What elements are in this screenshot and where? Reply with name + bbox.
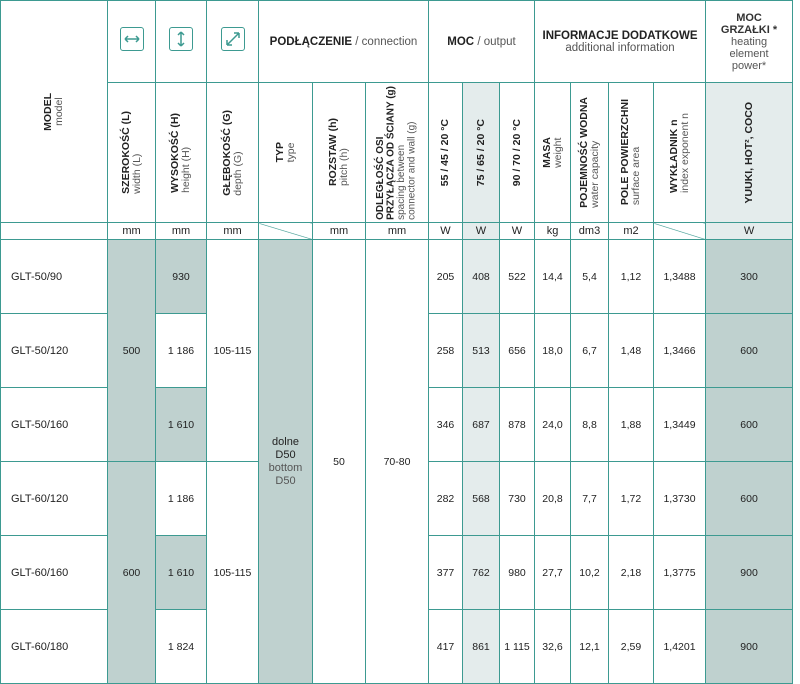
surface-cell: 2,59 (609, 610, 654, 684)
height-header: WYSOKOŚĆ (H) height (H) (156, 83, 207, 223)
power-55-cell: 205 (429, 240, 463, 314)
power-group-header: MOC / output (429, 1, 535, 83)
surface-unit: m2 (609, 223, 654, 240)
vertical-arrows-icon (169, 27, 193, 51)
horizontal-arrows-icon (120, 27, 144, 51)
model-cell: GLT-60/160 (1, 536, 108, 610)
mass-cell: 18,0 (535, 314, 571, 388)
pitch-cell: 50 (313, 240, 366, 684)
mass-cell: 32,6 (535, 610, 571, 684)
pitch-unit: mm (313, 223, 366, 240)
power-90-cell: 980 (500, 536, 535, 610)
water-cell: 8,8 (571, 388, 609, 462)
surface-header: POLE POWIERZCHNI surface area (609, 83, 654, 223)
spacing-unit: mm (366, 223, 429, 240)
heater-cell: 600 (706, 388, 793, 462)
height-cell: 930 (156, 240, 207, 314)
model-cell: GLT-50/120 (1, 314, 108, 388)
power-55-cell: 346 (429, 388, 463, 462)
width-unit: mm (108, 223, 156, 240)
model-cell: GLT-50/160 (1, 388, 108, 462)
heater-cell: 600 (706, 462, 793, 536)
heater-group-header: MOC GRZAŁKI * heating element power* (706, 1, 793, 83)
height-icon-cell (156, 1, 207, 83)
power-90-cell: 878 (500, 388, 535, 462)
height-cell: 1 610 (156, 388, 207, 462)
type-unit-diagonal (259, 223, 313, 240)
power-55-header: 55 / 45 / 20 °C (429, 83, 463, 223)
water-cell: 12,1 (571, 610, 609, 684)
depth-cell: 105-115 (207, 462, 259, 684)
exponent-cell: 1,3466 (654, 314, 706, 388)
exponent-cell: 1,3488 (654, 240, 706, 314)
mass-cell: 20,8 (535, 462, 571, 536)
mass-unit: kg (535, 223, 571, 240)
power-75-cell: 513 (463, 314, 500, 388)
depth-unit: mm (207, 223, 259, 240)
height-cell: 1 186 (156, 462, 207, 536)
heater-cell: 900 (706, 536, 793, 610)
exponent-header: WYKŁADNIK n index exponent n (654, 83, 706, 223)
power-90-unit: W (500, 223, 535, 240)
exponent-cell: 1,3775 (654, 536, 706, 610)
heater-cell: 600 (706, 314, 793, 388)
type-cell: dolne D50 bottom D50 (259, 240, 313, 684)
heater-unit: W (706, 223, 793, 240)
model-cell: GLT-60/120 (1, 462, 108, 536)
header-row-columns (1, 83, 793, 223)
power-90-header: 90 / 70 / 20 °C (500, 83, 535, 223)
power-55-cell: 258 (429, 314, 463, 388)
height-unit: mm (156, 223, 207, 240)
info-group-header: INFORMACJE DODATKOWE additional information (535, 1, 706, 83)
model-cell: GLT-50/90 (1, 240, 108, 314)
surface-cell: 1,72 (609, 462, 654, 536)
heater-cell: 900 (706, 610, 793, 684)
pitch-header: ROZSTAW (h) pitch (h) (313, 83, 366, 223)
connection-group-header: PODŁĄCZENIE / connection (259, 1, 429, 83)
model-header: MODEL model (1, 1, 108, 223)
water-cell: 5,4 (571, 240, 609, 314)
spacing-header: ODLEGŁOŚĆ OSI PRZYŁĄCZA OD ŚCIANY (g) spacing between connector and wall (g) (366, 83, 429, 223)
exponent-cell: 1,3449 (654, 388, 706, 462)
water-cell: 6,7 (571, 314, 609, 388)
units-row (1, 223, 793, 240)
power-55-cell: 417 (429, 610, 463, 684)
exponent-cell: 1,4201 (654, 610, 706, 684)
header-row-groups (1, 1, 793, 83)
power-55-cell: 377 (429, 536, 463, 610)
width-cell: 600 (108, 462, 156, 684)
height-cell: 1 186 (156, 314, 207, 388)
power-55-unit: W (429, 223, 463, 240)
mass-cell: 24,0 (535, 388, 571, 462)
heaters-header: YUUKI, HOT², COCO (706, 83, 793, 223)
water-cell: 10,2 (571, 536, 609, 610)
power-75-cell: 762 (463, 536, 500, 610)
height-cell: 1 610 (156, 536, 207, 610)
width-header: SZEROKOŚĆ (L) width (L) (108, 83, 156, 223)
model-cell: GLT-60/180 (1, 610, 108, 684)
power-75-cell: 861 (463, 610, 500, 684)
diagonal-arrows-icon (221, 27, 245, 51)
width-cell: 500 (108, 240, 156, 462)
power-75-cell: 408 (463, 240, 500, 314)
surface-cell: 1,88 (609, 388, 654, 462)
exponent-unit-diagonal (654, 223, 706, 240)
mass-header: MASA weight (535, 83, 571, 223)
water-cell: 7,7 (571, 462, 609, 536)
surface-cell: 1,12 (609, 240, 654, 314)
power-90-cell: 656 (500, 314, 535, 388)
depth-icon-cell (207, 1, 259, 83)
power-90-cell: 1 115 (500, 610, 535, 684)
exponent-cell: 1,3730 (654, 462, 706, 536)
width-icon-cell (108, 1, 156, 83)
type-header: TYP type (259, 83, 313, 223)
water-unit: dm3 (571, 223, 609, 240)
height-cell: 1 824 (156, 610, 207, 684)
power-75-header: 75 / 65 / 20 °C (463, 83, 500, 223)
heater-cell: 300 (706, 240, 793, 314)
power-75-unit: W (463, 223, 500, 240)
power-90-cell: 522 (500, 240, 535, 314)
power-75-cell: 568 (463, 462, 500, 536)
table-row (1, 240, 793, 314)
spacing-cell: 70-80 (366, 240, 429, 684)
power-55-cell: 282 (429, 462, 463, 536)
mass-cell: 27,7 (535, 536, 571, 610)
model-unit-cell (1, 223, 108, 240)
mass-cell: 14,4 (535, 240, 571, 314)
surface-cell: 1,48 (609, 314, 654, 388)
depth-cell: 105-115 (207, 240, 259, 462)
depth-header: GŁĘBOKOŚĆ (G) depth (G) (207, 83, 259, 223)
water-header: POJEMNOŚĆ WODNA water capacity (571, 83, 609, 223)
power-90-cell: 730 (500, 462, 535, 536)
surface-cell: 2,18 (609, 536, 654, 610)
power-75-cell: 687 (463, 388, 500, 462)
